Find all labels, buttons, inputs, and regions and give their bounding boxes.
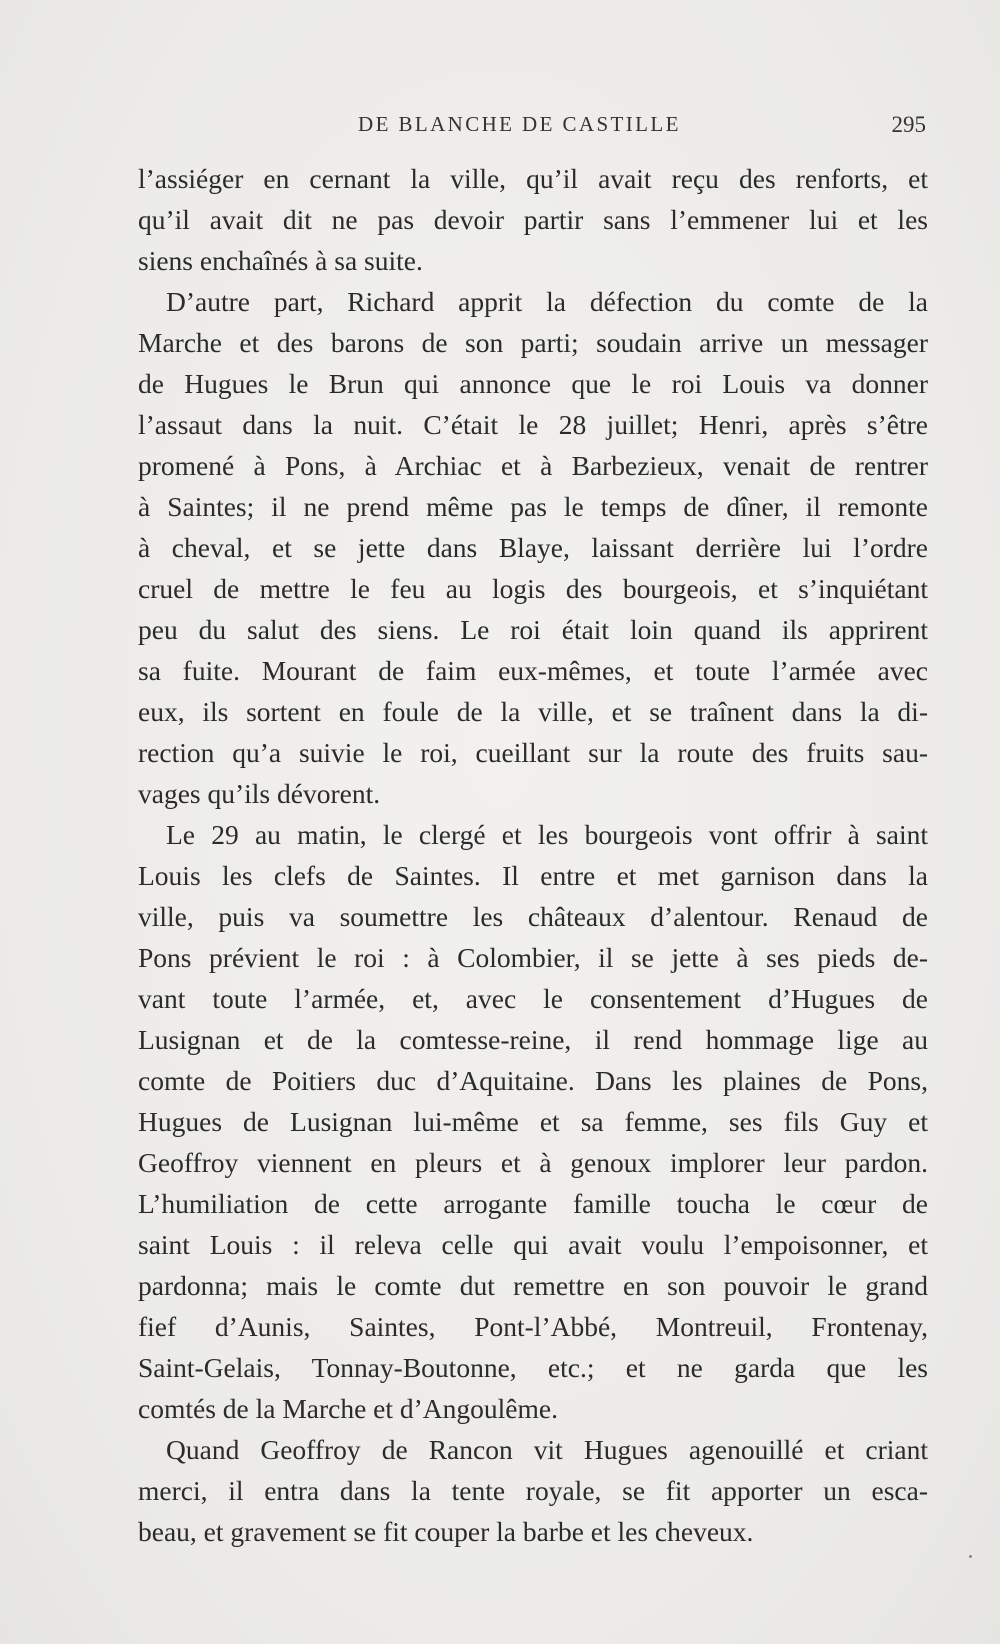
text-line: qu’il avait dit ne pas devoir partir sans l’emmener lui et les	[138, 204, 928, 235]
text-line: Le 29 au matin, le clergé et les bourgeois vont offrir à saint	[166, 819, 928, 850]
paper-speck	[969, 1555, 972, 1558]
page-number: 295	[891, 112, 926, 137]
text-line: L’humiliation de cette arrogante famille toucha le cœur de	[138, 1188, 928, 1219]
text-line: Geoffroy viennent en pleurs et à genoux implorer leur pardon.	[138, 1147, 928, 1178]
text-line: sa fuite. Mourant de faim eux-mêmes, et toute l’armée avec	[138, 655, 928, 686]
text-line: beau, et gravement se fit couper la barbe et les cheveux.	[138, 1516, 754, 1547]
text-line: rection qu’a suivie le roi, cueillant sur la route des fruits sau-	[138, 737, 928, 768]
text-line: merci, il entra dans la tente royale, se fit apporter un esca-	[138, 1475, 928, 1506]
text-line: vant toute l’armée, et, avec le consentement d’Hugues de	[138, 983, 928, 1014]
body-text	[138, 158, 928, 1552]
text-line: D’autre part, Richard apprit la défection du comte de la	[166, 286, 928, 317]
text-line: Louis les clefs de Saintes. Il entre et met garnison dans la	[138, 860, 928, 891]
text-line: Hugues de Lusignan lui-même et sa femme, ses fils Guy et	[138, 1106, 928, 1137]
text-line: promené à Pons, à Archiac et à Barbezieux, venait de rentrer	[138, 450, 928, 481]
text-line: comtés de la Marche et d’Angoulême.	[138, 1393, 558, 1424]
text-line: peu du salut des siens. Le roi était loin quand ils apprirent	[138, 614, 928, 645]
text-line: cruel de mettre le feu au logis des bourgeois, et s’inquiétant	[138, 573, 928, 604]
text-line: à Saintes; il ne prend même pas le temps de dîner, il remonte	[138, 491, 928, 522]
running-head	[138, 112, 928, 142]
text-line: comte de Poitiers duc d’Aquitaine. Dans les plaines de Pons,	[138, 1065, 928, 1096]
text-line: l’assaut dans la nuit. C’était le 28 juillet; Henri, après s’être	[138, 409, 928, 440]
text-line: de Hugues le Brun qui annonce que le roi Louis va donner	[138, 368, 928, 399]
text-line: Quand Geoffroy de Rancon vit Hugues agenouillé et criant	[166, 1434, 928, 1465]
text-line: l’assiéger en cernant la ville, qu’il avait reçu des renforts, et	[138, 163, 928, 194]
text-line: Saint-Gelais, Tonnay-Boutonne, etc.; et ne garda que les	[138, 1352, 928, 1383]
running-title: DE BLANCHE DE CASTILLE	[358, 112, 681, 136]
text-line: Marche et des barons de son parti; soudain arrive un messager	[138, 327, 928, 358]
text-line: siens enchaînés à sa suite.	[138, 245, 423, 276]
text-line: Lusignan et de la comtesse-reine, il rend hommage lige au	[138, 1024, 928, 1055]
text-line: fief d’Aunis, Saintes, Pont-l’Abbé, Montreuil, Frontenay,	[138, 1311, 928, 1342]
text-line: pardonna; mais le comte dut remettre en son pouvoir le grand	[138, 1270, 928, 1301]
text-line: eux, ils sortent en foule de la ville, et se traînent dans la di-	[138, 696, 928, 727]
text-line: vages qu’ils dévorent.	[138, 778, 381, 809]
text-line: Pons prévient le roi : à Colombier, il se jette à ses pieds de-	[138, 942, 928, 973]
text-line: saint Louis : il releva celle qui avait voulu l’empoisonner, et	[138, 1229, 928, 1260]
text-line: ville, puis va soumettre les châteaux d’alentour. Renaud de	[138, 901, 928, 932]
text-line: à cheval, et se jette dans Blaye, laissant derrière lui l’ordre	[138, 532, 928, 563]
